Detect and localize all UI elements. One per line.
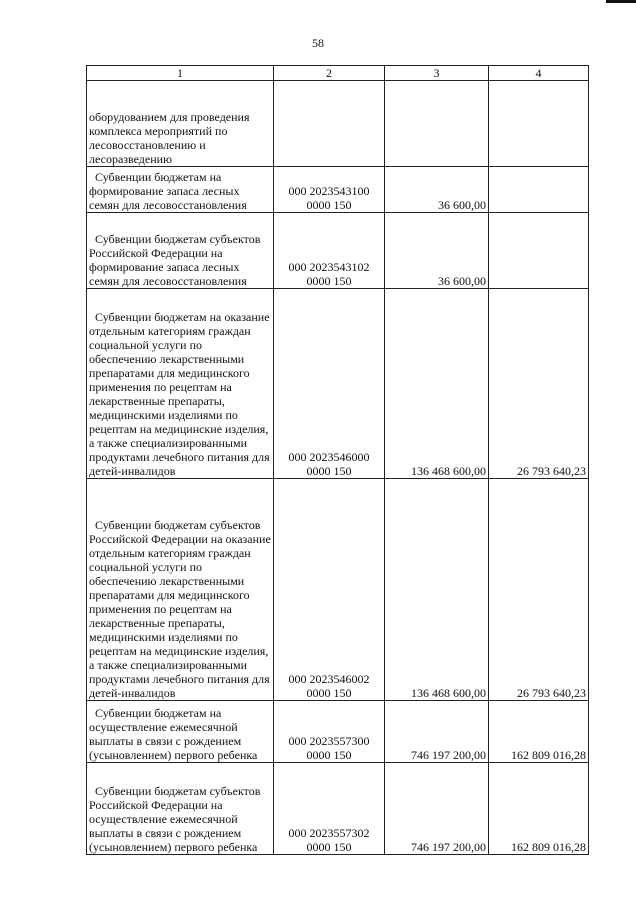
row-code: 000 2023557302 0000 150 [274,763,385,855]
row-name: оборудованием для проведения комплекса мероприятий по лесовосстановлению и лесоразведению [87,81,274,167]
row-name: Субвенции бюджетам на оказание отдельным категориям граждан социальной услуги по обеспечению лекарственными препаратами для медицинского применения по рецептам на лекарственные препараты, медицинскими изделиями по рецептам на медицинские изделия, а также специализированными продуктами лечебного питания для детей-инвалидов [87,289,274,479]
row-code: 000 2023546002 0000 150 [274,479,385,701]
row-value-3: 36 600,00 [385,167,489,213]
table-row [87,167,589,213]
row-value-3 [385,81,489,167]
budget-table [86,65,589,855]
row-name: Субвенции бюджетам субъектов Российской Федерации на оказание отдельным категориям граждан социальной услуги по обеспечению лекарственными препаратами для медицинского применения по рецептам на лекарственные препараты, медицинскими изделиями по рецептам на медицинские изделия, а также специализированными продуктами лечебного питания для детей-инвалидов [87,479,274,701]
row-value-4: 162 809 016,28 [489,701,589,763]
row-value-4: 26 793 640,23 [489,289,589,479]
table-row [87,763,589,855]
row-value-3: 36 600,00 [385,213,489,289]
row-name: Субвенции бюджетам субъектов Российской Федерации на осуществление ежемесячной выплаты в связи с рождением (усыновлением) первого ребенка [87,763,274,855]
row-value-4: 162 809 016,28 [489,763,589,855]
row-code [274,81,385,167]
row-value-4 [489,213,589,289]
row-value-3: 746 197 200,00 [385,701,489,763]
corner-scan-mark [606,0,636,3]
row-code: 000 2023557300 0000 150 [274,701,385,763]
row-name: Субвенции бюджетам на формирование запаса лесных семян для лесовосстановления [87,167,274,213]
row-code: 000 2023543102 0000 150 [274,213,385,289]
table-row [87,81,589,167]
table-header-row [87,66,589,81]
table-row [87,213,589,289]
row-code: 000 2023546000 0000 150 [274,289,385,479]
column-header-2: 2 [274,66,385,81]
column-header-1: 1 [87,66,274,81]
row-name: Субвенции бюджетам на осуществление ежемесячной выплаты в связи с рождением (усыновлением) первого ребенка [87,701,274,763]
row-value-3: 136 468 600,00 [385,479,489,701]
row-value-4 [489,167,589,213]
table-row [87,701,589,763]
row-name: Субвенции бюджетам субъектов Российской Федерации на формирование запаса лесных семян для лесовосстановления [87,213,274,289]
row-value-4: 26 793 640,23 [489,479,589,701]
column-header-4: 4 [489,66,589,81]
row-code: 000 2023543100 0000 150 [274,167,385,213]
column-header-3: 3 [385,66,489,81]
table-row [87,479,589,701]
row-value-3: 136 468 600,00 [385,289,489,479]
row-value-3: 746 197 200,00 [385,763,489,855]
row-value-4 [489,81,589,167]
table-row [87,289,589,479]
page-number: 58 [312,36,324,50]
